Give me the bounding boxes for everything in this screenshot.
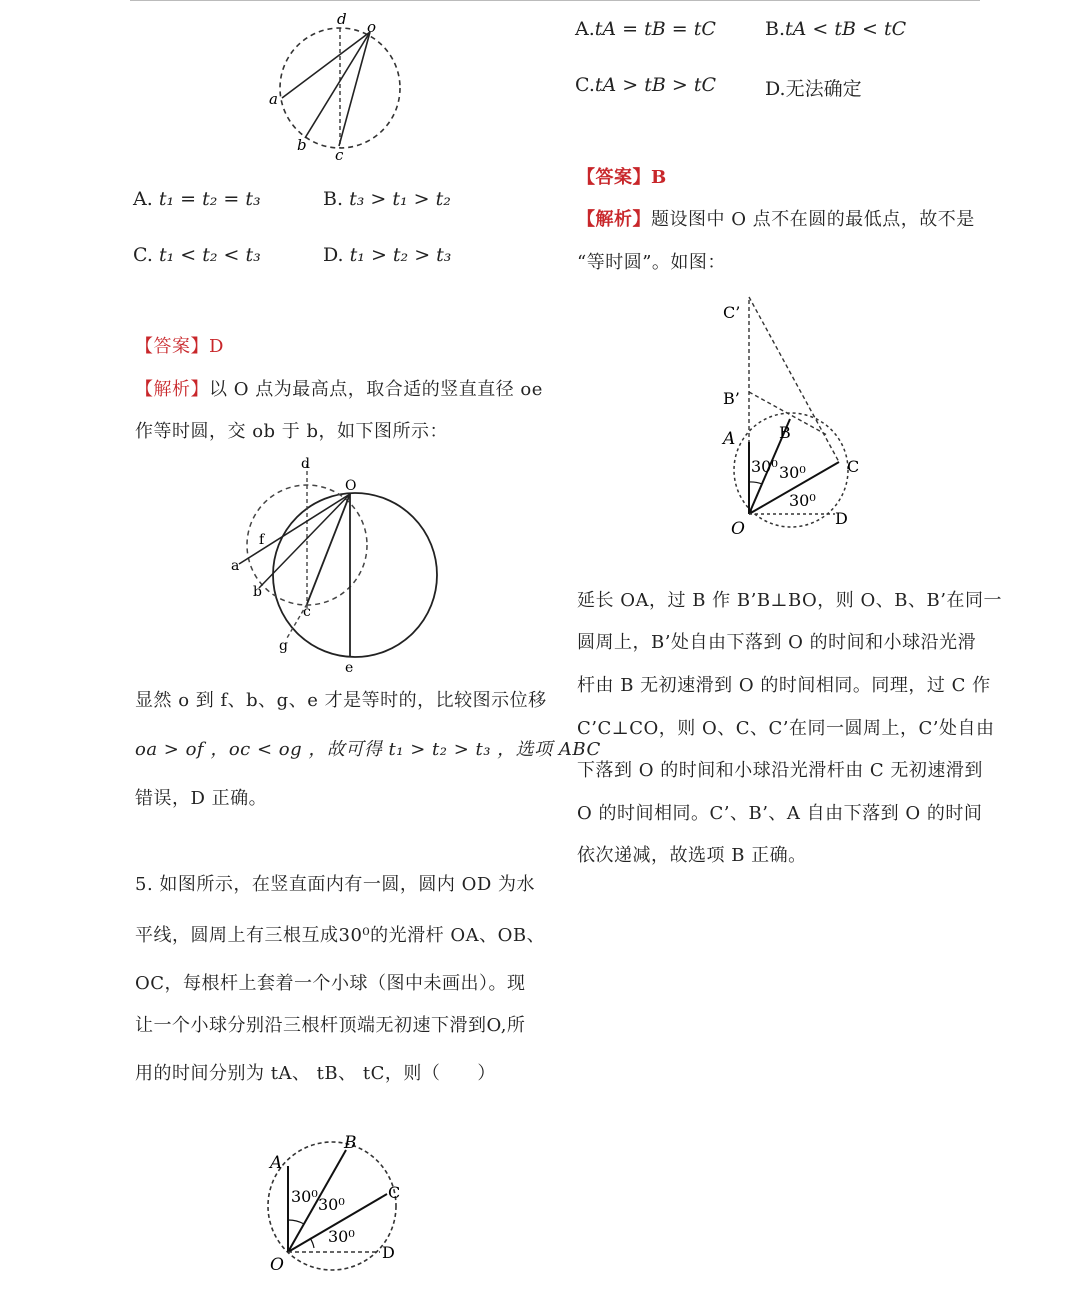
q5-option-b[interactable] bbox=[765, 18, 906, 40]
q4-analysis-line2: 作等时圆，交 ob 于 b，如下图所示： bbox=[135, 421, 449, 442]
q5-option-c-expr: tA > tB > tC bbox=[594, 74, 717, 96]
q5-analysis-line1 bbox=[577, 199, 975, 241]
q5-option-c[interactable] bbox=[575, 74, 716, 96]
q5-option-d[interactable]: D.无法确定 bbox=[765, 78, 862, 100]
q5-d2-angle-1: 30⁰ bbox=[751, 457, 778, 476]
q5-circle-rods-diagram bbox=[262, 1130, 412, 1280]
q5-option-b-expr: tA < tB < tC bbox=[785, 18, 907, 40]
q4-label-a: a bbox=[269, 90, 278, 108]
q5-stem-line1: 5. 如图所示，在竖直面内有一圆，圆内 OD 为水 bbox=[135, 874, 536, 895]
q5-label-O: O bbox=[270, 1255, 284, 1275]
q4-answer-tag: 【答案】 bbox=[135, 336, 209, 357]
q4-label-d: d bbox=[337, 10, 347, 28]
q5-label-B: B bbox=[344, 1133, 357, 1153]
q4-label-b: b bbox=[297, 136, 307, 154]
q4-option-d-letter: D. bbox=[323, 244, 344, 266]
q5-analysis-tag: 【解析】 bbox=[577, 209, 651, 230]
q5-answer-value: B bbox=[651, 167, 667, 188]
q4-option-c-expr: t₁ < t₂ < t₃ bbox=[158, 244, 261, 266]
q5-d2-label-C: C bbox=[847, 457, 860, 476]
q5-d2-label-A: A bbox=[723, 429, 736, 449]
q4-option-a-letter: A. bbox=[133, 188, 153, 210]
q5-d2-label-B: B bbox=[779, 423, 791, 442]
q4-option-b-expr: t₃ > t₁ > t₂ bbox=[349, 188, 451, 210]
q5-d2-label-O: O bbox=[731, 519, 745, 539]
q4-d2-label-d: d bbox=[301, 456, 310, 472]
q5-stem-line2: 平线，圆周上有三根互成30⁰的光滑杆 OA、OB、 bbox=[135, 925, 546, 946]
q5-expl-line3: 杆由 B 无初速滑到 O 的时间相同。同理，过 C 作 bbox=[577, 675, 991, 696]
q5-label-A: A bbox=[270, 1153, 283, 1173]
q5-option-a-expr: tA = tB = tC bbox=[594, 18, 716, 40]
q5-option-b-letter: B. bbox=[765, 18, 786, 40]
q5-analysis-text1: 题设图中 O 点不在圆的最低点，故不是 bbox=[651, 209, 975, 230]
q5-stem-line4: 让一个小球分别沿三根杆顶端无初速下滑到O,所 bbox=[135, 1015, 526, 1036]
q4-d2-label-c: c bbox=[303, 604, 311, 620]
q5-option-a-letter: A. bbox=[575, 18, 595, 40]
q5-answer bbox=[577, 157, 667, 199]
q5-d2-label-D: D bbox=[835, 509, 848, 528]
q5-expl-line5: 下落到 O 的时间和小球沿光滑杆由 C 无初速滑到 bbox=[577, 760, 983, 781]
q4-d2-label-f: f bbox=[259, 532, 265, 548]
q4-conclusion-line1: 显然 o 到 f、b、g、e 才是等时的，比较图示位移 bbox=[135, 690, 547, 711]
q4-option-d[interactable] bbox=[323, 244, 451, 266]
q5-expl-line6: O 的时间相同。C’、B’、A 自由下落到 O 的时间 bbox=[577, 803, 983, 824]
q5-angle-3: 30⁰ bbox=[328, 1227, 355, 1246]
q5-expl-line4: C’C⊥CO，则 O、C、C’在同一圆周上，C’处自由 bbox=[577, 718, 995, 739]
q5-d2-angle-2: 30⁰ bbox=[779, 463, 806, 482]
q4-circle-diagram bbox=[265, 10, 415, 165]
q4-option-b[interactable] bbox=[323, 188, 451, 210]
q5-expl-line7: 依次递减，故选项 B 正确。 bbox=[577, 845, 807, 866]
q5-stem-line3: OC，每根杆上套着一个小球（图中未画出）。现 bbox=[135, 973, 526, 994]
q4-conclusion-line3: 错误，D 正确。 bbox=[135, 788, 268, 809]
q5-angle-2: 30⁰ bbox=[318, 1195, 345, 1214]
q5-label-D: D bbox=[382, 1243, 395, 1262]
q5-angle-1: 30⁰ bbox=[291, 1187, 318, 1206]
q4-answer-value: D bbox=[209, 336, 224, 357]
q4-d2-label-a: a bbox=[231, 558, 240, 574]
q4-option-c-letter: C. bbox=[133, 244, 153, 266]
q4-d2-label-O: O bbox=[345, 478, 357, 494]
q5-option-a[interactable] bbox=[575, 18, 716, 40]
page-top-rule bbox=[130, 0, 980, 1]
q4-equal-time-circle-diagram bbox=[225, 452, 440, 672]
q4-option-c[interactable] bbox=[133, 244, 261, 266]
q5-label-C: C bbox=[388, 1183, 401, 1202]
q5-stem-line5: 用的时间分别为 tA、 tB、 tC，则（ ） bbox=[135, 1063, 496, 1084]
q5-expl-line2: 圆周上，B’处自由下落到 O 的时间和小球沿光滑 bbox=[577, 632, 977, 653]
q4-conclusion-line2: oa > of ，oc < og ，故可得 t₁ > t₂ > t₃ ，选项 ABC bbox=[135, 739, 601, 760]
q5-analysis-diagram bbox=[715, 292, 875, 542]
q5-analysis-line2: “等时圆”。如图： bbox=[577, 252, 726, 273]
q5-d2-angle-3: 30⁰ bbox=[789, 491, 816, 510]
q4-label-o: o bbox=[367, 18, 377, 36]
q5-d2-label-Bprime: B’ bbox=[723, 389, 740, 408]
q4-answer bbox=[135, 326, 224, 368]
q4-analysis-text1: 以 O 点为最高点，取合适的竖直直径 oe bbox=[209, 379, 543, 400]
q4-label-c: c bbox=[335, 146, 344, 164]
q4-d2-label-g: g bbox=[279, 638, 288, 654]
q4-option-a[interactable] bbox=[133, 188, 261, 210]
q5-answer-tag: 【答案】 bbox=[577, 167, 651, 188]
q4-option-b-letter: B. bbox=[323, 188, 344, 210]
q5-option-c-letter: C. bbox=[575, 74, 595, 96]
q4-option-a-expr: t₁ = t₂ = t₃ bbox=[158, 188, 261, 210]
q5-d2-label-Cprime: C’ bbox=[723, 303, 741, 322]
q4-analysis-tag: 【解析】 bbox=[135, 379, 209, 400]
q4-d2-label-e: e bbox=[345, 660, 354, 672]
q4-option-d-expr: t₁ > t₂ > t₃ bbox=[349, 244, 452, 266]
q4-analysis-line1 bbox=[135, 369, 543, 411]
q4-d2-label-b: b bbox=[253, 584, 262, 600]
q5-expl-line1: 延长 OA，过 B 作 B’B⊥BO，则 O、B、B’在同一 bbox=[577, 590, 1002, 611]
